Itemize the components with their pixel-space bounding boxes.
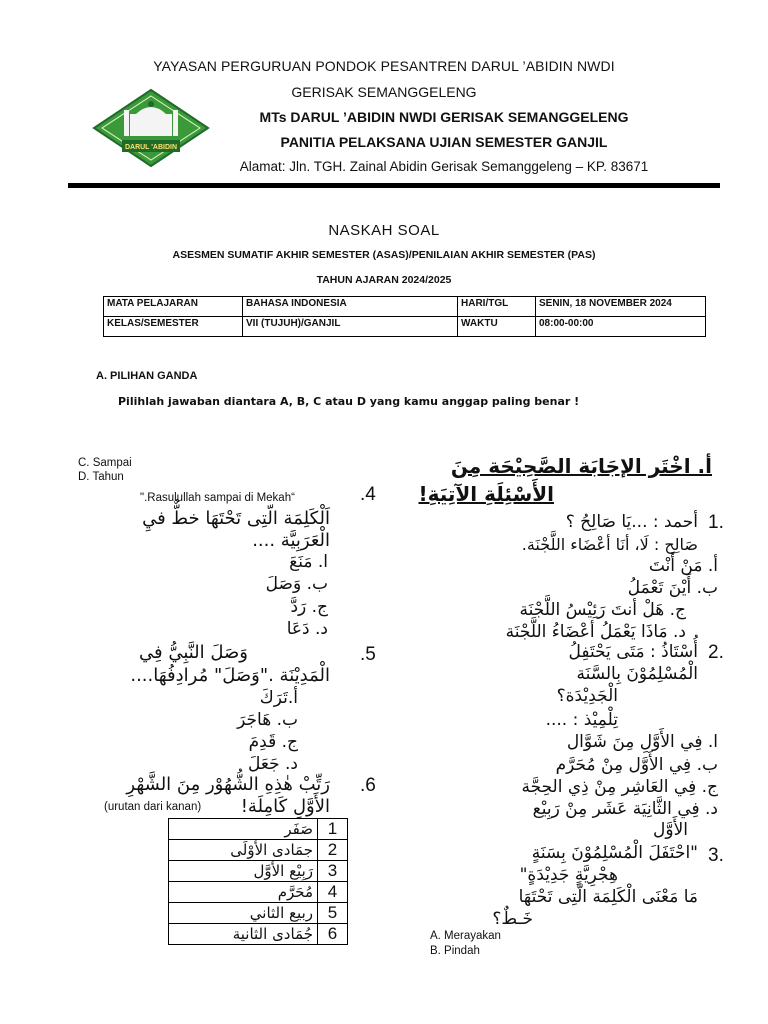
doc-title: NASKAH SOAL	[328, 222, 440, 239]
table-row	[169, 819, 348, 840]
table-cell: KELAS/SEMESTER	[104, 317, 243, 337]
question-number: .4	[360, 484, 376, 505]
section-a-heading: A. PILIHAN GANDA	[96, 370, 198, 382]
answer-option: ا. مَنَعَ	[289, 552, 328, 572]
answer-option: د. دَعَا	[286, 619, 328, 639]
table-row	[169, 861, 348, 882]
question-stem: رَتِّبْ هٰذِهِ الشُّهُوْر مِنَ الشَّهْرِ	[126, 774, 330, 795]
answer-option: ب. أَيْنَ تَعْمَلُ	[627, 578, 718, 598]
table-cell: HARI/TGL	[458, 297, 536, 317]
table-cell: 08:00-00:00	[536, 317, 706, 337]
row-number: 6	[318, 924, 348, 945]
option-a: A. Merayakan	[430, 930, 501, 942]
month-order-table	[168, 818, 348, 945]
answer-option: ج. رَدَّ	[290, 597, 328, 617]
month-name: جمَادى الأوْلَى	[169, 840, 318, 861]
question-stem: مَا مَعْنَى الْكَلِمَة الّتِى تَحْتَهَا	[518, 887, 698, 907]
answer-option: د. فِي الثَّانِيَة عَشَر مِنْ رَبِيْع	[532, 799, 718, 819]
academic-year: TAHUN AJARAN 2024/2025	[316, 274, 452, 286]
foundation-place: GERISAK SEMANGGELENG	[291, 84, 477, 100]
section-heading: الأَسْئِلَةِ الآتِيَةِ!	[418, 482, 554, 506]
answer-option: أ.تَرَكَ	[259, 688, 298, 708]
section-heading: أ. اخْتَر الإجَابَة الصَّحِيْحَة مِنَ	[450, 454, 712, 478]
table-row	[104, 317, 706, 337]
table-row	[169, 903, 348, 924]
question-stem: تِلْمِيْذ : ....	[545, 710, 618, 730]
answer-option: ج. هَلْ أنتَ رَئِيْسُ اللَّجْنَة	[519, 600, 686, 620]
question-stem: الْمُسْلِمُوْنَ بِالسَّنَة	[576, 664, 698, 684]
table-row	[169, 924, 348, 945]
question-number: .5	[360, 644, 376, 665]
question-stem: "احْتَفَلَ الْمُسْلِمُوْنَ بِسَنَةٍ	[531, 843, 698, 863]
question-stem: الأَوَّلِ كَامِلَة!	[240, 796, 330, 817]
month-name: رَبِيْع الأوَّل	[169, 861, 318, 882]
option-d: D. Tahun	[78, 471, 124, 483]
question-number: .6	[360, 775, 376, 796]
table-cell: VII (TUJUH)/GANJIL	[243, 317, 458, 337]
logo-text: DARUL 'ABIDIN	[124, 144, 178, 151]
question-stem: الْعَرَبِيَّة ....	[252, 530, 330, 551]
question-stem: خَـطٌ؟	[492, 909, 533, 929]
school-address: Alamat: Jln. TGH. Zainal Abidin Gerisak Semanggeleng – KP. 83671	[239, 159, 649, 174]
option-b: B. Pindah	[430, 945, 480, 957]
question-number: 3.	[708, 845, 724, 866]
committee-name: PANITIA PELAKSANA UJIAN SEMESTER GANJIL	[280, 134, 608, 150]
answer-option: ب. فِي الأَوَّل مِنْ مُحَرَّم	[555, 755, 718, 775]
table-row	[169, 882, 348, 903]
instruction-text: Pilihlah jawaban diantara A, B, C atau D yang kamu anggap paling benar !	[118, 395, 580, 408]
question-stem: أُسْتَاذُ : مَتَى يَحْتَفِلُ	[568, 642, 698, 662]
foundation-name: YAYASAN PERGURUAN PONDOK PESANTREN DARUL ’ABIDIN NWDI	[153, 58, 615, 74]
header-divider	[68, 183, 720, 188]
question-stem: هِجْرِيَّةٍ جَدِيْدَةٍ"	[519, 865, 618, 885]
answer-option: ب. هَاجَرَ	[237, 710, 298, 730]
exam-info-table	[103, 296, 706, 337]
school-name: MTs DARUL ’ABIDIN NWDI GERISAK SEMANGGELENG	[259, 109, 629, 125]
answer-option: ا. فِي الأَوَّلِ مِنَ شَوَّال	[566, 732, 718, 752]
option-c: C. Sampai	[78, 457, 132, 469]
school-logo	[92, 88, 210, 168]
answer-option: أ. مَنْ أَنْتَ	[648, 556, 718, 576]
question-stem: أحمد : ...يَا صَالِحُ ؟	[565, 512, 698, 532]
question-number: 1.	[708, 512, 724, 533]
question-stem: وَصَلَ النَّبِيُّ فِي	[138, 642, 248, 663]
table-row	[169, 840, 348, 861]
month-name: جُمَادى الثانية	[169, 924, 318, 945]
answer-option: ج. قَدِمَ	[248, 732, 298, 752]
row-number: 5	[318, 903, 348, 924]
question-quote: ".Rasulullah sampai di Mekah“	[140, 492, 295, 504]
question-note: (urutan dari kanan)	[104, 801, 202, 813]
table-cell: BAHASA INDONESIA	[243, 297, 458, 317]
month-name: صَفَر	[169, 819, 318, 840]
question-stem: الْمَدِيْنَة ."وَصَلَ" مُرادِفُهَا....	[130, 665, 330, 686]
assessment-title: ASESMEN SUMATIF AKHIR SEMESTER (ASAS)/PENILAIAN AKHIR SEMESTER (PAS)	[172, 249, 596, 261]
row-number: 3	[318, 861, 348, 882]
row-number: 1	[318, 819, 348, 840]
month-name: مُحَرَّم	[169, 882, 318, 903]
table-cell: WAKTU	[458, 317, 536, 337]
answer-option: د. مَاذَا يَعْمَلُ أعْضَاءُ اللَّجْنَة	[505, 622, 686, 642]
answer-option: د. جَعَلَ	[248, 754, 298, 774]
table-row	[104, 297, 706, 317]
question-stem: صَالِح : لَا، أنَا أعْضَاء اللَّجْنَة.	[521, 535, 698, 554]
answer-option-continued: الأَوَّل	[653, 820, 688, 840]
month-name: ربيع الثاني	[169, 903, 318, 924]
question-number: 2.	[708, 642, 724, 663]
answer-option: ب. وَصَلَ	[265, 574, 328, 594]
question-stem: اَلْكَلِمَة الّتِى تَحْتَهَا خطٌّ فيِ	[142, 508, 330, 529]
question-stem: الْجَدِيْدَة؟	[556, 686, 618, 706]
table-cell: SENIN, 18 NOVEMBER 2024	[536, 297, 706, 317]
table-cell: MATA PELAJARAN	[104, 297, 243, 317]
row-number: 4	[318, 882, 348, 903]
answer-option: ج. فِي العَاشِر مِنْ ذِي الحِجَّة	[521, 777, 718, 797]
row-number: 2	[318, 840, 348, 861]
